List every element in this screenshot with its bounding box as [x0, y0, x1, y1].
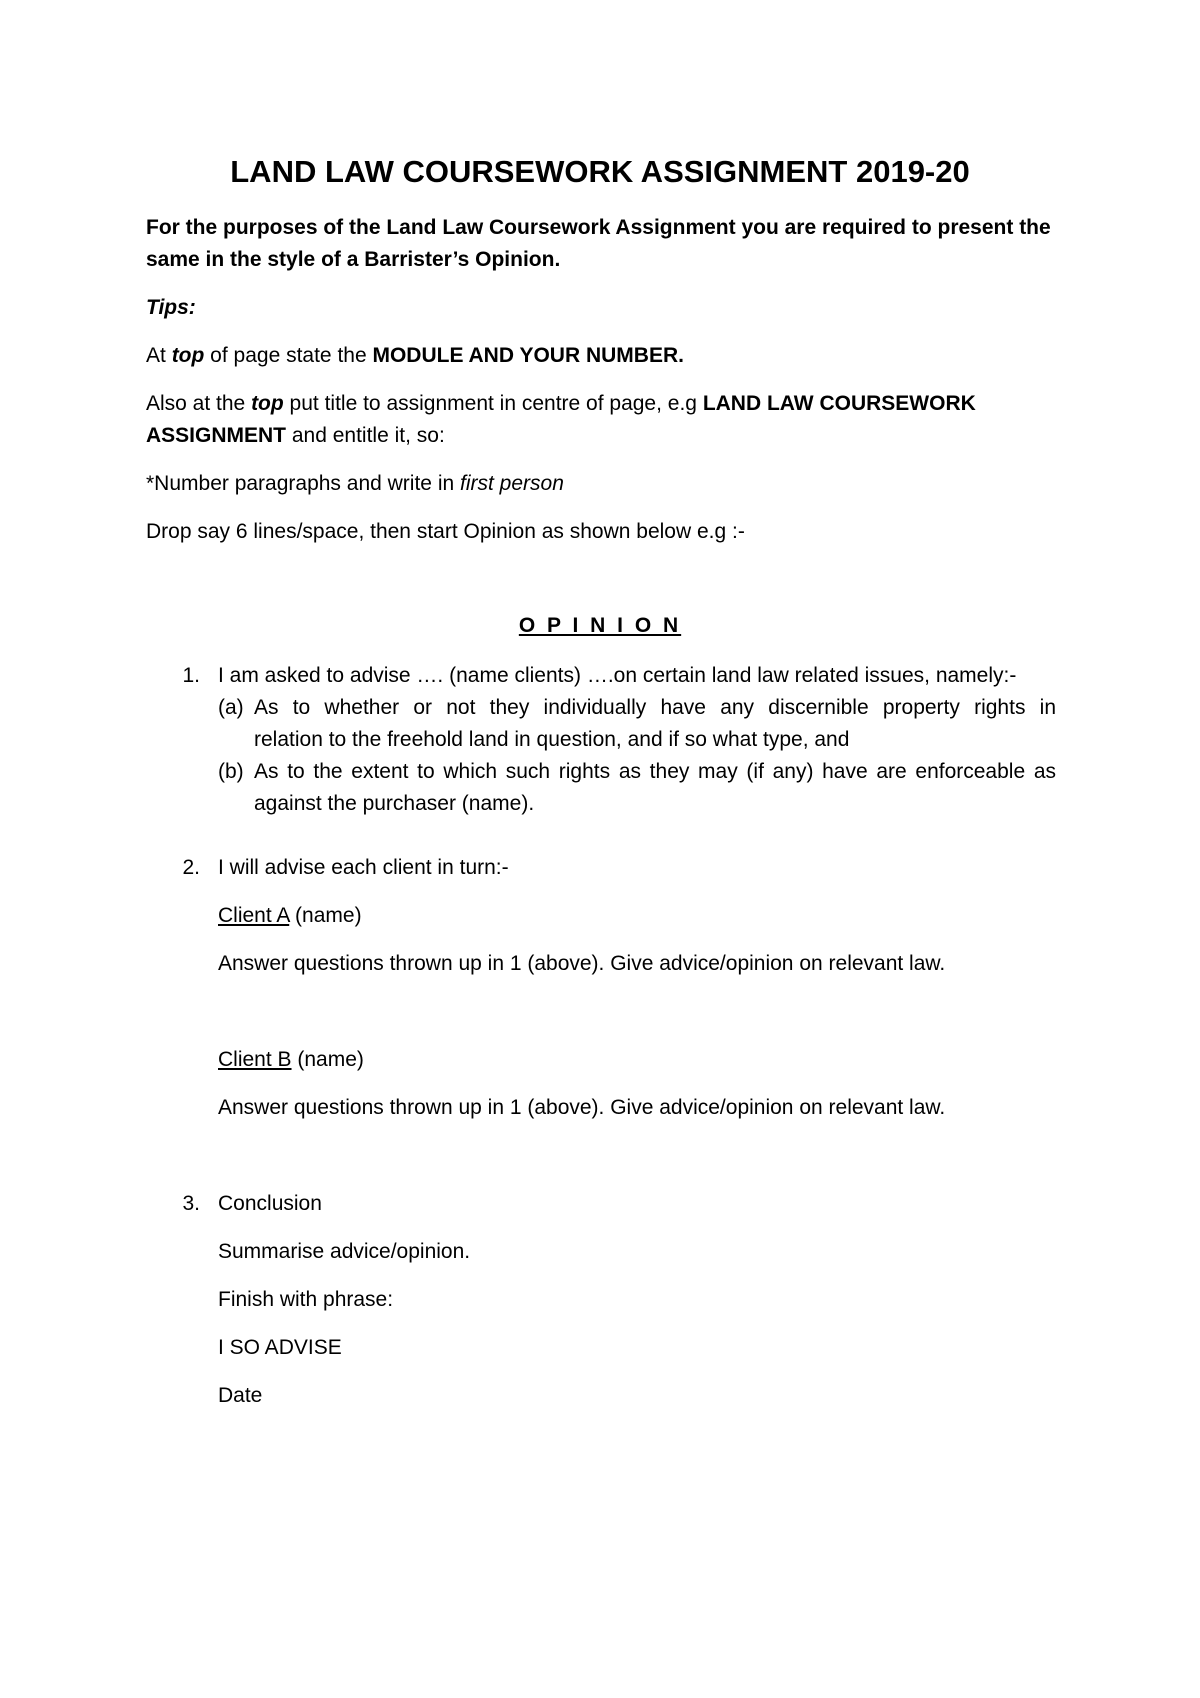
client-b-heading [218, 1044, 364, 1076]
tip-drop-lines: Drop say 6 lines/space, then start Opinion as shown below e.g :- [146, 520, 745, 543]
client-a-label: Client A [218, 904, 290, 927]
conclusion-line-4: Date [218, 1384, 263, 1407]
document-title: LAND LAW COURSEWORK ASSIGNMENT 2019-20 [230, 154, 970, 189]
tip-module-number [146, 340, 684, 372]
tip2-text-c: put title to assignment in centre of page, e.g [283, 392, 703, 415]
opinion-heading: O P I N I O N [518, 614, 682, 637]
conclusion-line-1: Summarise advice/opinion. [218, 1240, 471, 1263]
tip1-text-c: of page state the [204, 344, 373, 367]
tip3-emphasis-first-person: first person [460, 472, 564, 495]
item-a-line-2: relation to the freehold land in question, and if so what type, and [254, 728, 850, 751]
tip1-text-a: At [146, 344, 172, 367]
paragraph-3-text: Conclusion [218, 1192, 322, 1215]
client-b-text: Answer questions thrown up in 1 (above). Give advice/opinion on relevant law. [218, 1096, 946, 1119]
item-a-line-1: As to whether or not they individually have any discernible property rights in [254, 696, 1056, 719]
tip-number-paragraphs [146, 468, 564, 500]
tip2-emphasis-top: top [251, 392, 284, 415]
item-a-marker: (a) [218, 696, 244, 719]
tip-title-line-2 [146, 420, 445, 452]
paragraph-2-text: I will advise each client in turn:- [218, 856, 509, 879]
conclusion-line-3: I SO ADVISE [218, 1336, 342, 1359]
tip3-text-a: *Number paragraphs and write in [146, 472, 460, 495]
item-b-line-2: against the purchaser (name). [254, 792, 535, 815]
client-b-label: Client B [218, 1048, 292, 1071]
client-a-heading [218, 900, 362, 932]
conclusion-line-2: Finish with phrase: [218, 1288, 394, 1311]
tip2-emphasis-assignment: ASSIGNMENT [146, 424, 287, 447]
tip2-text-f: and entitle it, so: [286, 424, 445, 447]
intro-line-2: same in the style of a Barrister’s Opinion. [146, 248, 561, 271]
paragraph-3-number: 3. [182, 1192, 200, 1215]
tip2-emphasis-title: LAND LAW COURSEWORK [702, 392, 976, 415]
tip2-text-a: Also at the [146, 392, 252, 415]
paragraph-1-number: 1. [182, 664, 200, 687]
client-b-suffix: (name) [291, 1048, 364, 1071]
intro-line-1: For the purposes of the Land Law Coursework Assignment you are required to present the [146, 216, 1051, 239]
client-a-text: Answer questions thrown up in 1 (above). Give advice/opinion on relevant law. [218, 952, 946, 975]
tip-title-line-1 [146, 388, 976, 420]
client-a-suffix: (name) [289, 904, 362, 927]
tip1-emphasis-top: top [171, 344, 205, 367]
item-b-marker: (b) [218, 760, 244, 783]
paragraph-2-number: 2. [182, 856, 200, 879]
tips-label: Tips: [146, 296, 196, 319]
item-b-line-1: As to the extent to which such rights as they may (if any) have are enforceable as [254, 760, 1056, 783]
tip1-emphasis-module: MODULE AND YOUR NUMBER. [372, 344, 684, 367]
paragraph-1-text: I am asked to advise …. (name clients) ….on certain land law related issues, namely:- [218, 664, 1017, 687]
